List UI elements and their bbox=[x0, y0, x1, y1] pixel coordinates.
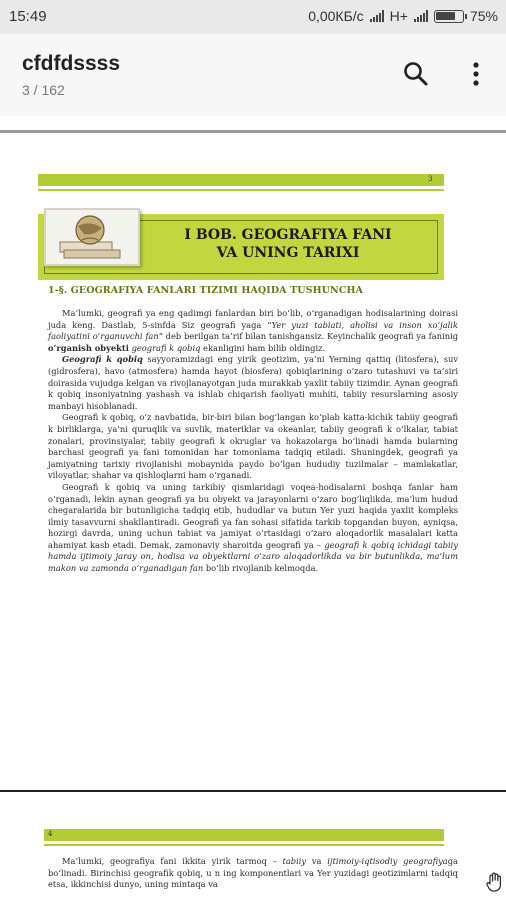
signal-icon bbox=[370, 10, 384, 22]
page-4 bbox=[28, 792, 480, 900]
document-viewer[interactable] bbox=[0, 116, 506, 900]
paragraph: Geografi k qobiq va uning tarkibiy qismlaridagi voqea-hodisalarni boshqa fanlar ham o‘rganadi, lekin aynan geografi ya bu obyekt va jarayonlarni o‘zaro bog‘liqlikda, ma’lum hudud chegaralarida bir butunligicha tadqiq etib, hududlar va butun Yer yuzi haqida yaxlit kompleks ilmiy tasavvurni shakllantiradi. Geografi ya fan sohasi sifatida tarkib topgandan buyon, ayniqsa, hozirgi davrda, uning uchun tabiat va jamiyat o‘rtasidagi o‘zaro aloqadorlik masalalari katta ahamiyat kasb etadi. Demak, zamonaviy sharoitda geografi ya – geografi k qobiq ichidagi tabiiy hamda ijtimoiy jaray on, hodisa va obyektlarni o‘zaro aloqadorlikda va bir butunlikda, ma’lum makon va zamonda o‘rganadigan fan bo‘lib rivojlanib kelmoqda. bbox=[48, 481, 458, 574]
more-options-button[interactable] bbox=[458, 56, 494, 92]
signal-icon-2 bbox=[414, 10, 428, 22]
status-time: 15:49 bbox=[9, 8, 47, 25]
status-right bbox=[308, 8, 498, 24]
hand-pan-icon[interactable] bbox=[483, 870, 506, 894]
page-body-text bbox=[48, 308, 458, 575]
globe-book-icon bbox=[46, 210, 138, 264]
network-type: H+ bbox=[389, 8, 408, 24]
app-bar bbox=[0, 34, 506, 116]
chapter-title-line1: I BOB. GEOGRAFIYA FANI bbox=[184, 227, 392, 243]
page-3 bbox=[28, 156, 480, 786]
network-speed: 0,00КБ/с bbox=[308, 8, 364, 24]
search-icon bbox=[398, 56, 434, 92]
document-title: cfdfdssss bbox=[22, 52, 121, 75]
book-illustration bbox=[44, 208, 140, 266]
page-body-text bbox=[48, 856, 458, 891]
chapter-banner bbox=[38, 214, 444, 280]
section-heading: 1-§. GEOGRAFIYA FANLARI TIZIMI HAQIDA TUSHUNCHA bbox=[48, 285, 364, 296]
page-header-rule bbox=[38, 189, 444, 191]
paragraph: Ma’lumki, geografi ya eng qadimgi fanlardan biri bo‘lib, o‘rganadigan hodisalarining doirasi juda keng. Dastlab, 5-sinfda Siz geografi yaga “Yer yuzi tabiati, aholisi va inson xo‘jalik faoliyatini o‘rganuvchi fan” deb berilgan ta’rif bilan tanishgansiz. Keyinchalik geografi ya faninig o‘rganish obyekti geografi k qobiq ekanligini ham bilib oldingiz. bbox=[48, 308, 459, 353]
more-vert-icon bbox=[458, 56, 494, 92]
page-number: 4 bbox=[48, 830, 53, 838]
status-bar bbox=[0, 0, 506, 34]
search-button[interactable] bbox=[398, 56, 434, 92]
paragraph: Geografi k qobiq, o‘z navbatida, bir-biri bilan bog‘langan ko‘plab katta-kichik tabiiy geografi k birliklarga, ya’ni quruqlik va suvlik, materiklar va okeanlar, tabiiy geografi k o‘lkalar, tabiat zonalari, provinsiyalar, tabiiy geografi k okruglar va hokazolarga bo‘linadi hamda bularning barchasi geografi ya fani tomonidan har tomonlama tadqiq etiladi. Shuningdek, geografi ya jamiyatning tarixiy rivojlanishi mobaynida paydo bo‘lgan hududiy tuzilmalar – mamlakatlar, viloyatlar, shahar va qishloqlarni ham o‘rganadi. bbox=[48, 412, 458, 481]
battery-percent: 75% bbox=[469, 8, 498, 24]
page-separator bbox=[0, 130, 506, 133]
page-header-bar bbox=[44, 829, 444, 841]
page-indicator: 3 / 162 bbox=[22, 82, 65, 98]
chapter-title bbox=[148, 226, 428, 262]
page-header-bar bbox=[38, 174, 444, 186]
page-header-rule bbox=[44, 844, 444, 846]
paragraph: Geografi k qobiq sayyoramizdagi eng yirik geotizim, ya’ni Yerning qattiq (litosfera), suv (gidrosfera), havo (atmosfera) hamda hayot (biosfera) qobiqlarining o‘zaro tutashuvi va ta’siri doirasida vujudga kelgan va rivojlanayotgan juda murakkab yaxlit tabiiy tizimdir. Aynan geografi k qobiq insoniyatning yashash va ishlab chiqarish faoliyati muhiti, tabiiy resurslarning asosiy manbayi hisoblanadi. bbox=[48, 354, 458, 411]
chapter-title-line2: VA UNING TARIXI bbox=[216, 245, 360, 261]
paragraph: Ma’lumki, geografiya fani ikkita yirik tarmoq – tabiiy va ijtimoiy-iqtisodiy geografiyaga bo‘linadi. Birinchisi geografik qobiq, u n ing komponentlari va Yer yuzidagi geotizimlarni tadqiq etsa, ikkinchisi dunyo, uning mintaqa va bbox=[48, 856, 459, 890]
page-number: 3 bbox=[428, 175, 433, 183]
battery-icon bbox=[434, 10, 464, 23]
